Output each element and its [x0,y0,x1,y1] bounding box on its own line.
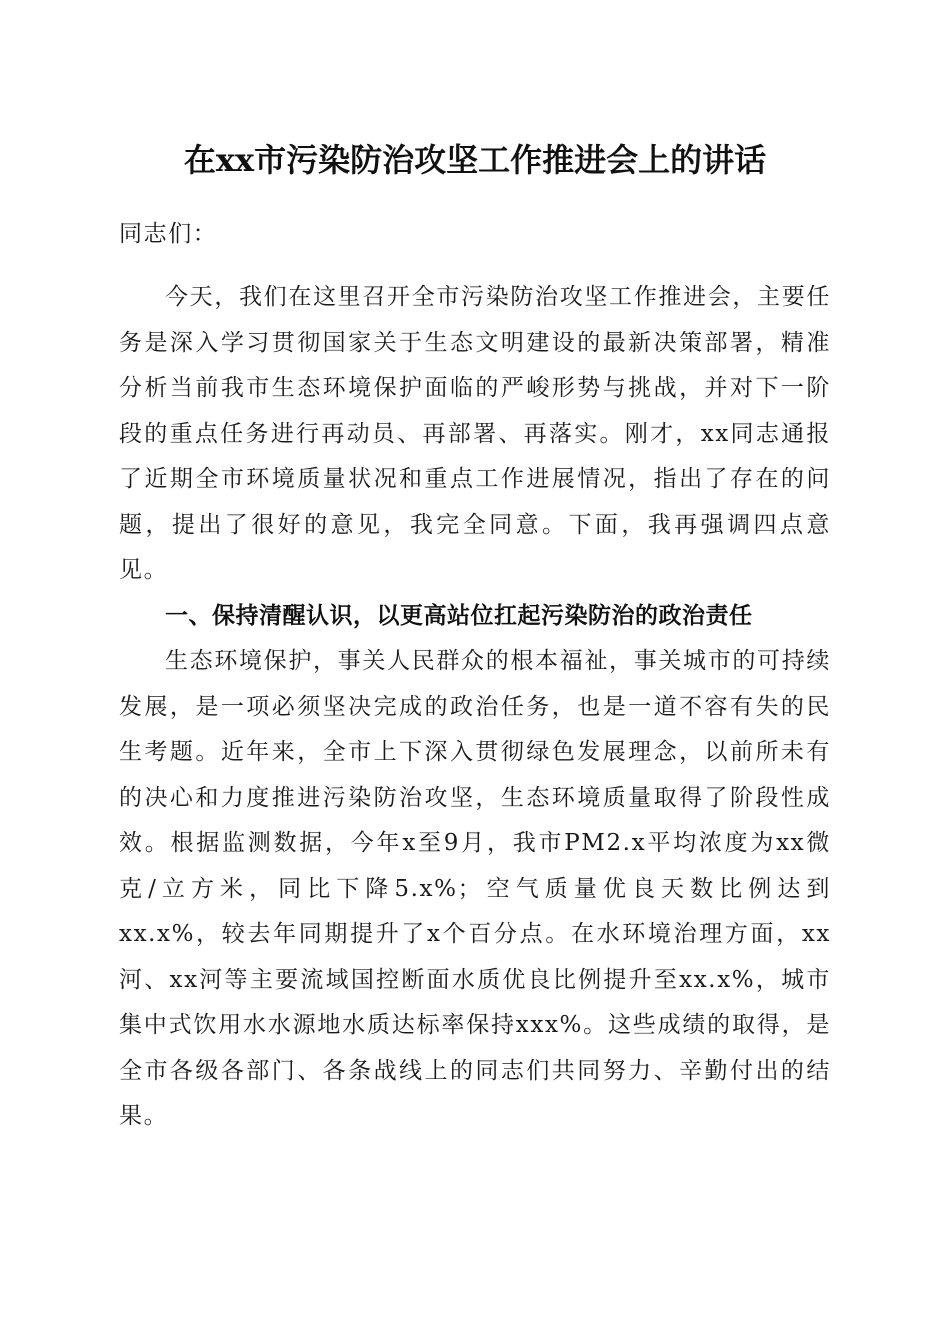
paragraph-section-1: 生态环境保护，事关人民群众的根本福祉，事关城市的可持续发展，是一项必须坚决完成的政治任务，也是一道不容有失的民生考题。近年来，全市上下深入贯彻绿色发展理念，以前所未有的决心和力度推进污染防治攻坚，生态环境质量取得了阶段性成效。根据监测数据，今年x至9月，我市PM2.x平均浓度为xx微克/立方米，同比下降5.x%；空气质量优良天数比例达到xx.x%，较去年同期提升了x个百分点。在水环境治理方面，xx河、xx河等主要流域国控断面水质优良比例提升至xx.x%，城市集中式饮用水水源地水质达标率保持xxx%。这些成绩的取得，是全市各级各部门、各条战线上的同志们共同努力、辛勤付出的结果。 [119,648,831,1129]
greeting: 同志们： [119,221,218,247]
paragraph-intro: 今天，我们在这里召开全市污染防治攻坚工作推进会，主要任务是深入学习贯彻国家关于生态文明建设的最新决策部署，精准分析当前我市生态环境保护面临的严峻形势与挑战，并对下一阶段的重点任务进行再动员、再部署、再落实。刚才，xx同志通报了近期全市环境质量状况和重点工作进展情况，指出了存在的问题，提出了很好的意见，我完全同意。下面，我再强调四点意见。 [119,284,831,583]
section-heading-1: 一、保持清醒认识，以更高站位扛起污染防治的政治责任 [165,603,753,629]
document-title: 在xx市污染防治攻坚工作推进会上的讲话 [183,141,767,179]
